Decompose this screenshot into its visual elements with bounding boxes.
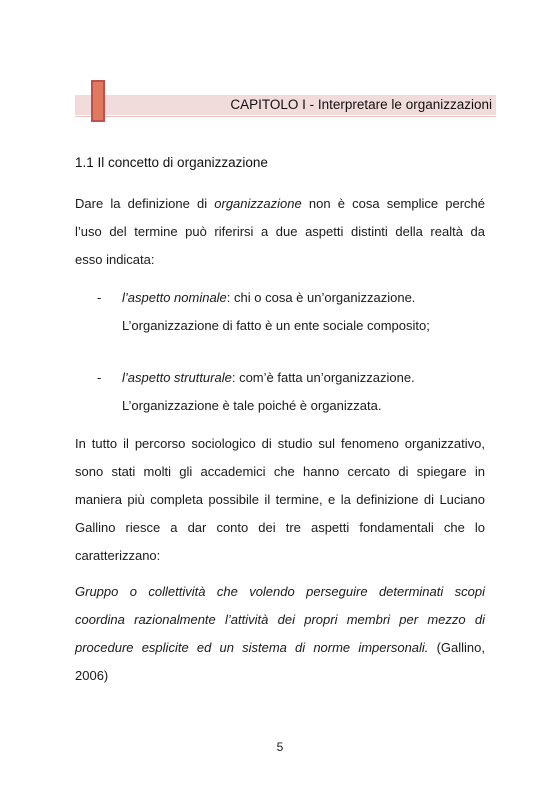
body-paragraph [75, 430, 485, 570]
quote-paragraph [75, 578, 485, 690]
bullet-subtext: L’organizzazione di fatto è un ente sociale composito; [122, 318, 430, 333]
quote-line: procedure esplicite ed un sistema di norme impersonali. (Gallino, [75, 640, 485, 655]
citation-year: 2006) [75, 668, 109, 683]
page-number: 5 [276, 740, 284, 754]
body-line: Gallino riesce a dar conto dei tre aspetti fondamentali che lo [75, 520, 485, 535]
section-title: 1.1 Il concetto di organizzazione [75, 155, 268, 170]
bullet-dash: - [97, 370, 102, 385]
intro-line-1: Dare la definizione di organizzazione non è cosa semplice perché [75, 196, 485, 211]
body-line: sono stati molti gli accademici che hanno cercato di spiegare in [75, 464, 485, 479]
bullet-dash: - [97, 290, 102, 305]
emphasis-term: organizzazione [214, 196, 302, 211]
citation: (Gallino, [428, 640, 485, 655]
header-rule [75, 116, 496, 117]
header-accent-block [91, 80, 105, 122]
bullet-text: l’aspetto strutturale: com’è fatta un’organizzazione. [122, 370, 415, 385]
body-line: maniera più completa possibile il termine, e la definizione di Luciano [75, 492, 485, 507]
bullet-subtext: L’organizzazione è tale poiché è organizzata. [122, 398, 382, 413]
chapter-title: CAPITOLO I - Interpretare le organizzazioni [230, 97, 492, 112]
quote-line: Gruppo o collettività che volendo perseguire determinati scopi [75, 584, 485, 599]
quote-line: coordina razionalmente l’attività dei propri membri per mezzo di [75, 612, 485, 627]
bullet-text: l’aspetto nominale: chi o cosa è un’organizzazione. [122, 290, 416, 305]
intro-paragraph [75, 190, 485, 274]
intro-line-2: l’uso del termine può riferirsi a due aspetti distinti della realtà da [75, 224, 485, 239]
intro-line-3: esso indicata: [75, 252, 155, 267]
body-line: In tutto il percorso sociologico di studio sul fenomeno organizzativo, [75, 436, 485, 451]
body-line: caratterizzano: [75, 548, 161, 563]
